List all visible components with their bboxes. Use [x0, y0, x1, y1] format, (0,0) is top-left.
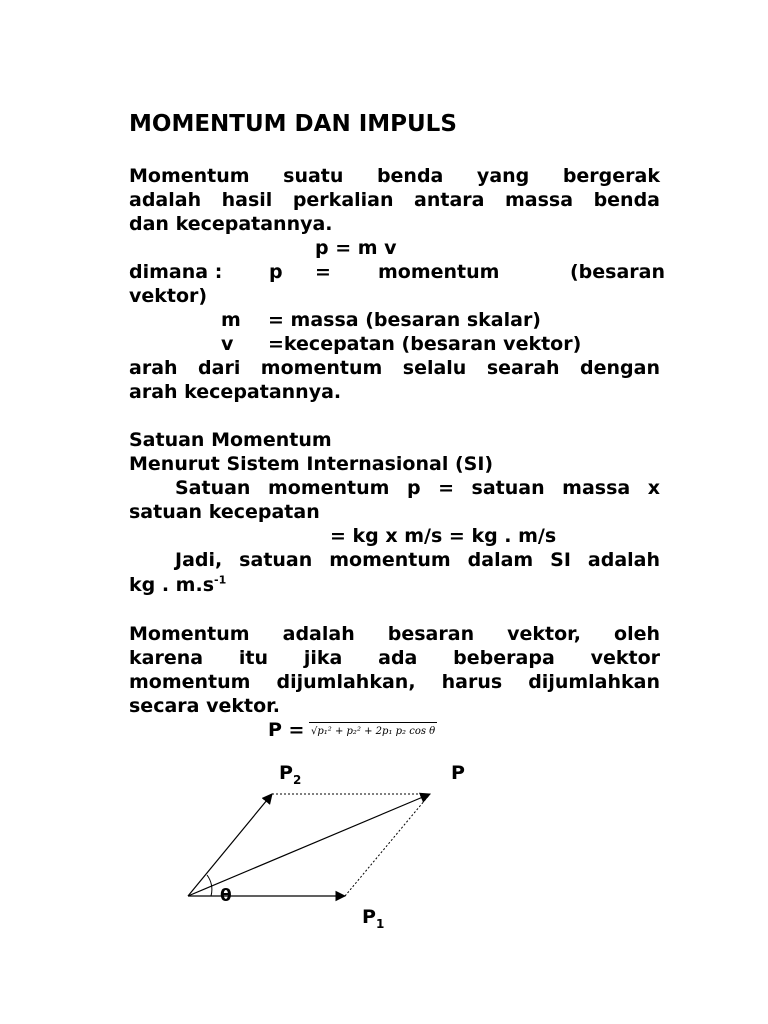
p2-label-text: P	[279, 762, 293, 784]
para3-line3: momentum dijumlahkan, harus dijumlahkan	[129, 671, 660, 693]
p2-vector-arrow	[188, 794, 272, 896]
para3-line4: secara vektor.	[129, 695, 281, 717]
resultant-lhs: P =	[268, 719, 305, 741]
p-symbol: p	[269, 261, 283, 283]
p-paren: (besaran	[570, 261, 666, 283]
p-equals: =	[315, 261, 331, 283]
para1-line3: dan kecepatannya.	[129, 213, 333, 235]
satuan-line2: satuan kecepatan	[129, 501, 320, 523]
dimana-label: dimana :	[129, 261, 223, 283]
satuan-line3: = kg x m/s = kg . m/s	[330, 525, 557, 547]
satuan-unit-sup: -1	[214, 573, 227, 587]
resultant-vector-arrow	[188, 794, 430, 896]
theta-label: θ	[220, 886, 232, 906]
v-desc: =kecepatan (besaran vektor)	[268, 333, 582, 355]
satuan-heading: Satuan Momentum	[129, 429, 332, 451]
para2-line2: arah kecepatannya.	[129, 381, 342, 403]
p2-label	[279, 761, 301, 785]
satuan-line1: Satuan momentum p = satuan massa x	[175, 477, 660, 499]
para2-line1: arah dari momentum selalu searah dengan	[129, 357, 660, 379]
p2-label-sub: 2	[292, 772, 302, 787]
p1-label-text: P	[362, 906, 376, 928]
m-symbol: m	[221, 309, 241, 331]
satuan-unit-base: kg . m.s	[129, 574, 215, 596]
para3-line2: karena itu jika ada beberapa vektor	[129, 647, 660, 669]
p1-label-sub: 1	[375, 916, 385, 931]
p1-label	[362, 905, 384, 929]
para1-line2: adalah hasil perkalian antara massa benda	[129, 189, 660, 211]
p-word: momentum	[378, 261, 500, 283]
satuan-line4: Jadi, satuan momentum dalam SI adalah	[175, 549, 660, 571]
para1-line1: Momentum suatu benda yang bergerak	[129, 165, 660, 187]
parallelogram-right-edge	[345, 794, 430, 896]
p-cont: vektor)	[129, 285, 208, 307]
p-resultant-label: P	[451, 762, 465, 784]
formula-p-mv: p = m v	[315, 237, 397, 259]
m-desc: = massa (besaran skalar)	[268, 309, 541, 331]
page-title: MOMENTUM DAN IMPULS	[129, 111, 457, 137]
v-symbol: v	[221, 333, 234, 355]
resultant-rhs: √p₁² + p₂² + 2p₁ p₂ cos θ	[309, 722, 437, 741]
para3-line1: Momentum adalah besaran vektor, oleh	[129, 623, 660, 645]
satuan-subheading: Menurut Sistem Internasional (SI)	[129, 453, 494, 475]
theta-angle-arc	[207, 875, 212, 896]
